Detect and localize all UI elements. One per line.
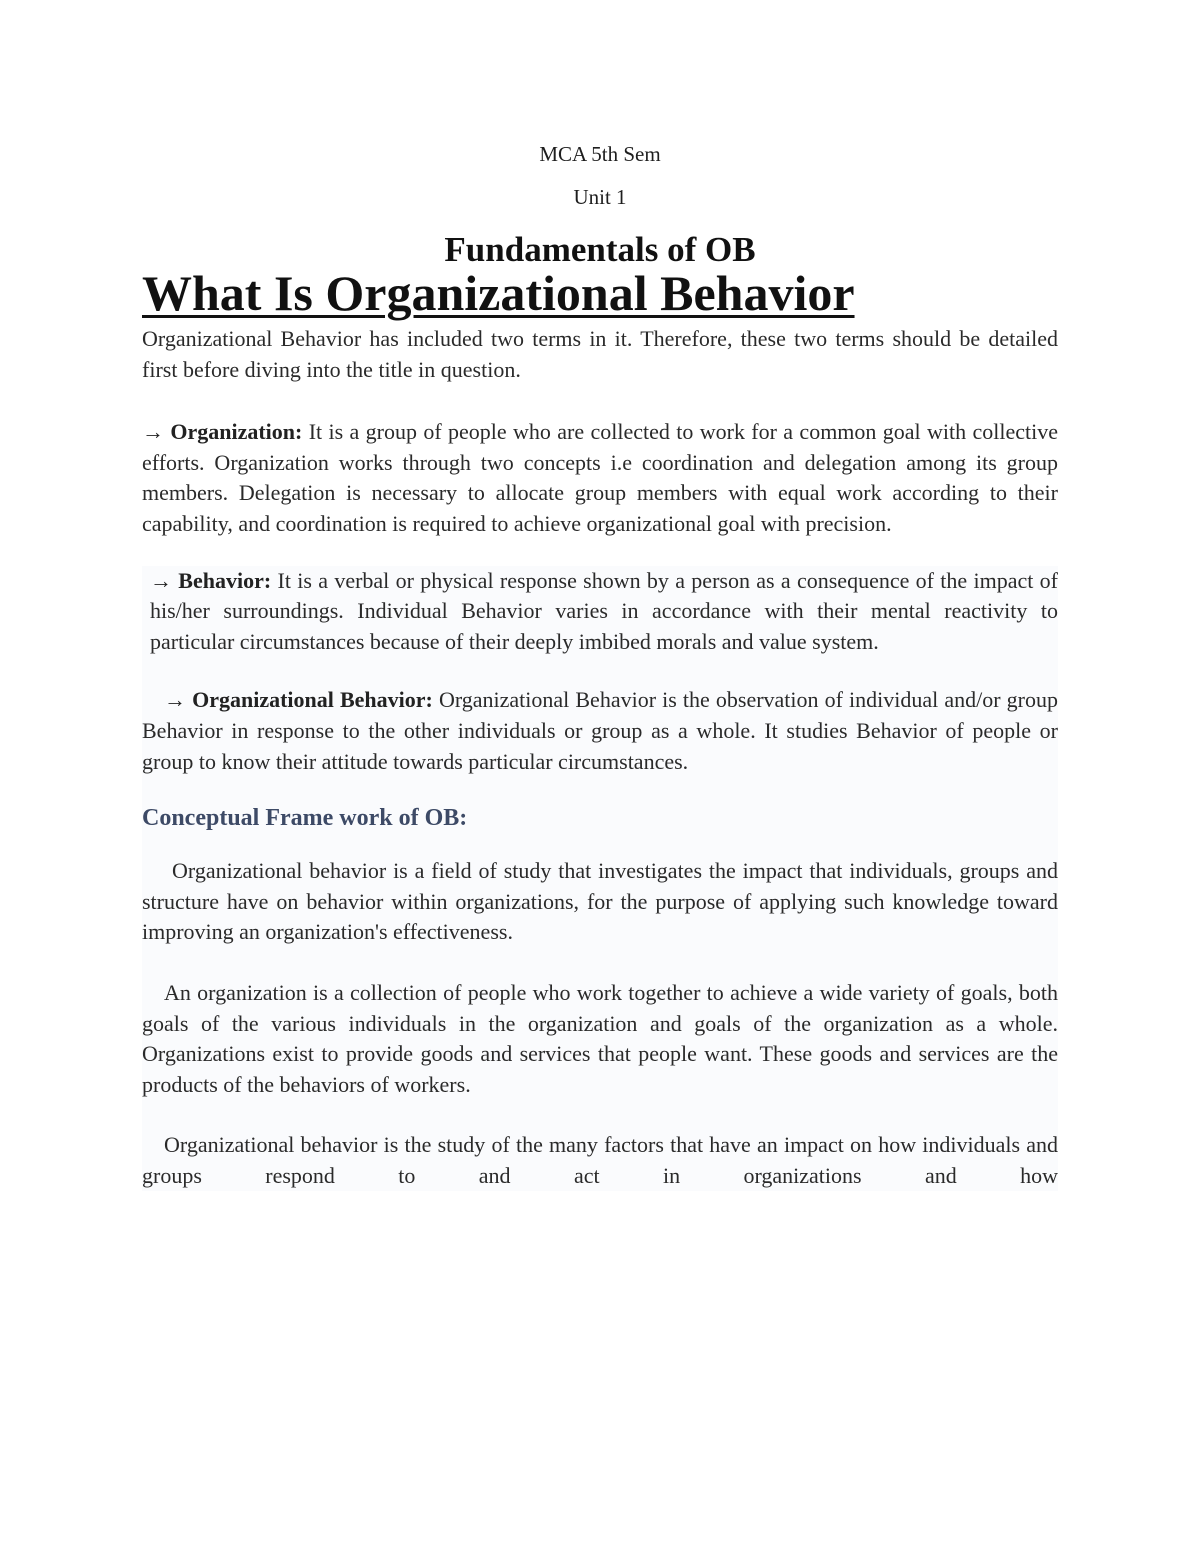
- definition-text: It is a group of people who are collected to work for a common goal with collective efforts. Organization works through two concepts i.e coordination and delegation among its group members. Delegation is necessary to allocate group members with equal work according to their capability, and coordination is required to achieve organizational goal with precision.: [142, 419, 1058, 536]
- document-page: [142, 0, 1058, 1191]
- definition-term: → Organization:: [142, 419, 303, 445]
- definition-term: → Behavior:: [150, 567, 272, 593]
- body-paragraph: An organization is a collection of people who work together to achieve a wide variety of goals, both goals of the various individuals in the organization and goals of the organization as a whole. Organizations exist to provide goods and services that people want. These goods and services are the products of the behaviors of workers.: [142, 979, 1058, 1097]
- unit-label: Unit 1: [573, 185, 627, 209]
- body-paragraph: Organizational behavior is the study of the many factors that have an impact on how individuals and groups respond to and act in organizations and how: [142, 1132, 1058, 1188]
- definition-behavior: [142, 566, 1058, 658]
- definition-text: It is a verbal or physical response shown by a person as a consequence of the impact of his/her surroundings. Individual Behavior varies in accordance with their mental reactivity to particular circumstances because of their deeply imbibed morals and value system.: [150, 567, 1059, 654]
- course-label: MCA 5th Sem: [539, 142, 661, 166]
- definition-text: Organizational Behavior is the observation of individual and/or group Behavior in response to the other individuals or group as a whole. It studies Behavior of people or group to know their attitude towards particular circumstances.: [142, 687, 1058, 774]
- main-heading: What Is Organizational Behavior: [142, 265, 855, 321]
- definition-term: → Organizational Behavior:: [164, 687, 433, 713]
- definition-organization: [142, 417, 1058, 539]
- document-title: Fundamentals of OB: [444, 230, 756, 269]
- intro-paragraph: Organizational Behavior has included two terms in it. Therefore, these two terms should be detailed first before diving into the title in question.: [142, 326, 1058, 382]
- section-heading: Conceptual Frame work of OB:: [142, 805, 468, 832]
- definitions-shaded-block: [142, 566, 1058, 1192]
- body-paragraph: Organizational behavior is a field of study that investigates the impact that individuals, groups and structure have on behavior within organizations, for the purpose of applying such knowledge toward improving an organization's effectiveness.: [142, 858, 1058, 945]
- definition-organizational-behavior: [142, 685, 1058, 777]
